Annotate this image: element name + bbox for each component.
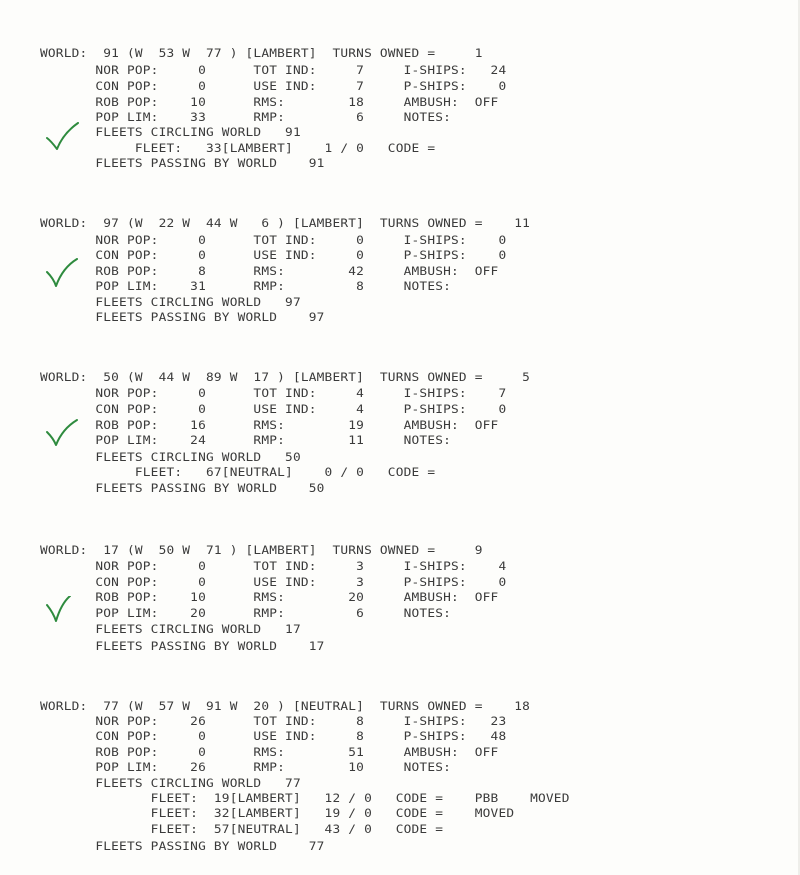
- fleets-passing: FLEETS PASSING BY WORLD 97: [40, 311, 325, 325]
- world-header: WORLD: 17 (W 50 W 71 ) [LAMBERT] TURNS OWNED = 9: [40, 544, 483, 558]
- fleet-entry: FLEET: 67[NEUTRAL] 0 / 0 CODE =: [40, 466, 436, 480]
- stats-row: NOR POP: 26 TOT IND: 8 I-SHIPS: 23: [40, 715, 507, 729]
- stats-row: POP LIM: 31 RMP: 8 NOTES:: [40, 280, 452, 294]
- fleet-entry: FLEET: 19[LAMBERT] 12 / 0 CODE = PBB MOVED: [40, 792, 570, 806]
- fleet-entry: FLEET: 57[NEUTRAL] 43 / 0 CODE =: [40, 823, 444, 837]
- stats-row: CON POP: 0 USE IND: 0 P-SHIPS: 0: [40, 249, 507, 263]
- stats-row: POP LIM: 33 RMP: 6 NOTES:: [40, 111, 452, 125]
- stats-row: NOR POP: 0 TOT IND: 3 I-SHIPS: 4: [40, 560, 507, 574]
- stats-row: NOR POP: 0 TOT IND: 0 I-SHIPS: 0: [40, 234, 507, 248]
- fleets-circling: FLEETS CIRCLING WORLD 50: [40, 451, 301, 465]
- world-header: WORLD: 91 (W 53 W 77 ) [LAMBERT] TURNS OWNED = 1: [40, 47, 483, 61]
- stats-row: NOR POP: 0 TOT IND: 7 I-SHIPS: 24: [40, 64, 507, 78]
- checkmark-icon: [44, 122, 80, 152]
- stats-row: POP LIM: 20 RMP: 6 NOTES:: [40, 607, 452, 621]
- fleets-passing: FLEETS PASSING BY WORLD 17: [40, 640, 325, 654]
- stats-row: NOR POP: 0 TOT IND: 4 I-SHIPS: 7: [40, 387, 507, 401]
- stats-row: CON POP: 0 USE IND: 3 P-SHIPS: 0: [40, 576, 507, 590]
- fleets-circling: FLEETS CIRCLING WORLD 77: [40, 777, 301, 791]
- fleet-entry: FLEET: 32[LAMBERT] 19 / 0 CODE = MOVED: [40, 807, 515, 821]
- stats-row: CON POP: 0 USE IND: 7 P-SHIPS: 0: [40, 80, 507, 94]
- checkmark-icon: [44, 258, 80, 288]
- fleets-circling: FLEETS CIRCLING WORLD 97: [40, 296, 301, 310]
- world-header: WORLD: 50 (W 44 W 89 W 17 ) [LAMBERT] TURNS OWNED = 5: [40, 371, 531, 385]
- fleets-passing: FLEETS PASSING BY WORLD 91: [40, 157, 325, 171]
- fleets-circling: FLEETS CIRCLING WORLD 91: [40, 126, 301, 140]
- fleets-passing: FLEETS PASSING BY WORLD 77: [40, 840, 325, 854]
- stats-row: POP LIM: 26 RMP: 10 NOTES:: [40, 761, 452, 775]
- fleets-circling: FLEETS CIRCLING WORLD 17: [40, 623, 301, 637]
- stats-row: CON POP: 0 USE IND: 8 P-SHIPS: 48: [40, 730, 507, 744]
- fleet-entry: FLEET: 33[LAMBERT] 1 / 0 CODE =: [40, 142, 436, 156]
- stats-row: CON POP: 0 USE IND: 4 P-SHIPS: 0: [40, 403, 507, 417]
- world-header: WORLD: 97 (W 22 W 44 W 6 ) [LAMBERT] TURNS OWNED = 11: [40, 217, 531, 231]
- stats-row: POP LIM: 24 RMP: 11 NOTES:: [40, 434, 452, 448]
- stats-row: ROB POP: 16 RMS: 19 AMBUSH: OFF: [40, 419, 499, 433]
- stats-row: ROB POP: 10 RMS: 20 AMBUSH: OFF: [40, 591, 499, 605]
- stats-row: ROB POP: 0 RMS: 51 AMBUSH: OFF: [40, 746, 499, 760]
- world-header: WORLD: 77 (W 57 W 91 W 20 ) [NEUTRAL] TURNS OWNED = 18: [40, 700, 531, 714]
- stats-row: ROB POP: 8 RMS: 42 AMBUSH: OFF: [40, 265, 499, 279]
- fleets-passing: FLEETS PASSING BY WORLD 50: [40, 482, 325, 496]
- checkmark-icon: [44, 596, 80, 626]
- checkmark-icon: [44, 418, 80, 448]
- stats-row: ROB POP: 10 RMS: 18 AMBUSH: OFF: [40, 96, 499, 110]
